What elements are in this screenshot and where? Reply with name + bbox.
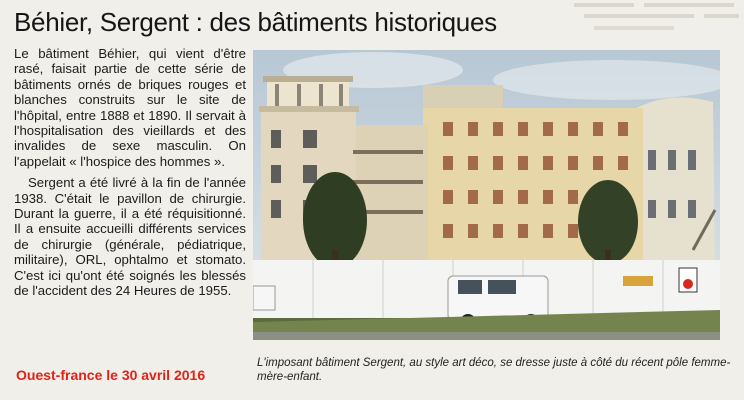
building-photo	[253, 50, 720, 340]
article-paragraph-1: Le bâtiment Béhier, qui vient d'être rasé, faisait partie de cette série de bâtiments ornés de briques rouges et blanches construits sur le site de l'hôpital, entre 1888 et 1890. Il servait à l'hospitalisation des vieillards et des invalides de sexe masculin. On l'appelait « l'hospice des hommes ».	[14, 46, 246, 169]
modern-pavilion	[633, 98, 715, 261]
article-body	[14, 46, 246, 305]
photo-caption: L'imposant bâtiment Sergent, au style art déco, se dresse juste à côté du récent pôle femme-mère-enfant.	[257, 357, 731, 383]
adjacent-column-bleedthrough	[574, 0, 744, 44]
article-paragraph-2: Sergent a été livré à la fin de l'année 1938. C'était le pavillon de chirurgie. Durant la guerre, il a été réquisitionné. Il a ensuite accueilli différents services de chirurgie (générale, pédiatrique, militaire), ORL, ophtalmo et stomato. C'est ici qu'ont été soignés les blessés de l'accident des 24 Heures de 1955.	[14, 175, 246, 299]
source-label: Ouest-france le 30 avril 2016	[16, 367, 206, 383]
article-headline: Béhier, Sergent : des bâtiments historiques	[14, 7, 497, 37]
